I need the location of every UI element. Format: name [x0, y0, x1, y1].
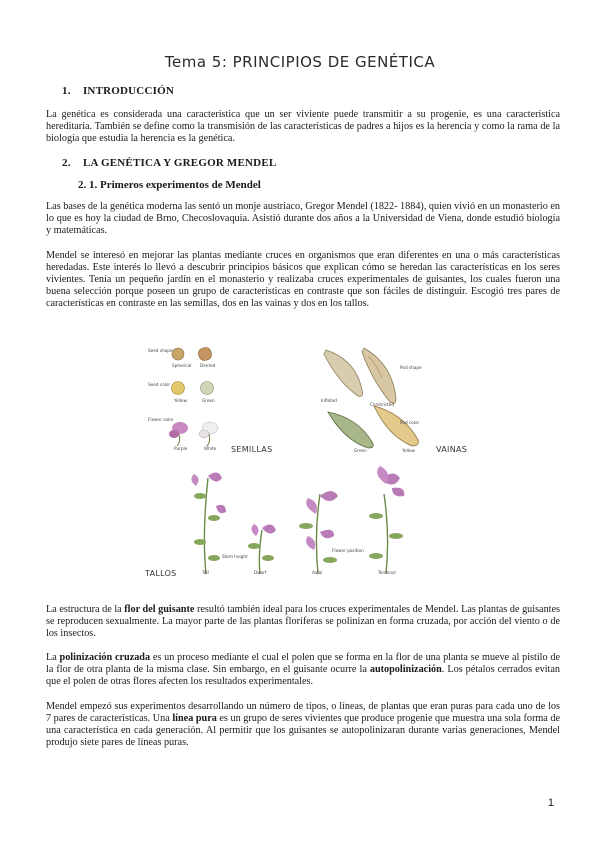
- caption-vainas: VAINAS: [436, 445, 468, 454]
- label-tall: Tall: [202, 570, 209, 575]
- text-run: Mendel empezó sus experimentos desarrollando un número de tipos, o líneas, de plantas que eran puras para cada uno de los 7 pares de características. Una: [46, 701, 560, 724]
- section-heading-genetica-mendel: [62, 157, 276, 169]
- section-heading-introduccion: [62, 85, 174, 97]
- label-white: White: [204, 446, 217, 451]
- figure-seeds: [146, 342, 234, 452]
- caption-semillas: SEMILLAS: [231, 445, 273, 454]
- label-seed-color: Seed color: [148, 382, 171, 387]
- label-seed-shape: Seed shape: [148, 348, 173, 353]
- label-yellow: Yellow: [174, 398, 187, 403]
- paragraph-flor-guisante: [46, 604, 560, 640]
- paragraph-linea-pura: [46, 701, 560, 749]
- label-flower-position: Flower position: [332, 548, 364, 553]
- section-title: LA GENÉTICA Y GREGOR MENDEL: [82, 157, 277, 169]
- label-pod-shape: Pod shape: [400, 365, 422, 370]
- label-pod-green: Green: [354, 448, 367, 453]
- paragraph-mendel-experimentos: Mendel se interesó en mejorar las plantas mediante cruces en organismos que eran diferentes en una o más características heredadas. Este interés lo llevó a descubrir principios básicos que explican cómo se heredan las características en los seres vivientes. Tenía un pequeño jardín en el monasterio y realizaba cruces experimentales de guisantes, los cuales fueron una buena selección porque poseen un grupo de características en contraste que son fáciles de distinguir. Escogió tres pares de características en contraste en las semillas, dos en las vainas y dos en los tallos.: [46, 250, 560, 309]
- section-number: 2.: [62, 157, 71, 169]
- figure-stems: [180, 466, 418, 576]
- paragraph-mendel-biografia: Las bases de la genética moderna las sentó un monje austriaco, Gregor Mendel (1822- 1884), quien vivió en un monasterio en lo que es hoy la ciudad de Brno, Checoslovaquia. Asistió durante dos años a la Universidad de Viena, donde estudió biología y matemáticas.: [46, 201, 560, 236]
- term-polinizacion-cruzada: polinización cruzada: [59, 652, 151, 663]
- label-constricted: Constricted: [370, 402, 395, 407]
- stems-illustration: [180, 466, 418, 576]
- figure-pods: [318, 342, 438, 454]
- label-spherical: Spherical: [172, 363, 192, 368]
- paragraph-introduccion: La genética es considerada una característica que un ser viviente puede transmitir a su progenie, es una característica hereditaria. También se define como la transmisión de las características de padres a hijos es la herencia y como la rama de la biología que estudia la herencia es la genética.: [46, 109, 560, 144]
- text-run: . Los pétalos cerrados evitan que el polen de otras flores afecten los resultados experimentales.: [46, 664, 560, 687]
- caption-tallos: TALLOS: [145, 569, 177, 578]
- paragraph-polinizacion: [46, 652, 560, 688]
- label-pod-color: Pod color: [400, 420, 420, 425]
- text-run: es un grupo de seres vivientes que produce progenie que muestra una sola forma de una característica en cada generación. Al permitir que los guisantes se autopolinizaran durante varias generaciones, Mendel produjo siete pares de líneas puras.: [46, 713, 560, 748]
- term-linea-pura: línea pura: [172, 713, 217, 724]
- section-number: 1.: [62, 85, 71, 97]
- section-title: INTRODUCCIÓN: [82, 85, 174, 97]
- seeds-illustration: [146, 342, 234, 452]
- pods-illustration: [318, 342, 438, 454]
- text-run: resultó también ideal para los cruces experimentales de Mendel. Las plantas de guisantes se reproducen sexualmente. La mayor parte de las plantas floríferas se polinizan en forma cruzada, por acción del viento o de los insectos.: [46, 604, 560, 639]
- page-number: 1: [547, 797, 554, 809]
- label-pod-yellow: Yellow: [402, 448, 415, 453]
- subsection-heading-primeros-experimentos: 2. 1. Primeros experimentos de Mendel: [78, 179, 261, 191]
- label-terminal: Terminal: [378, 570, 396, 575]
- label-axial: Axial: [312, 570, 323, 575]
- label-stem-height: Stem height: [222, 554, 248, 559]
- label-dwarf: Dwarf: [254, 570, 267, 575]
- term-flor-del-guisante: flor del guisante: [124, 604, 195, 615]
- label-inflated: Inflated: [321, 398, 337, 403]
- text-run: es un proceso mediante el cual el polen que se forma en la flor de una planta se mueve al pistilo de la flor de otra planta de la misma clase. Sin embargo, en el guisante ocurre la: [46, 652, 561, 675]
- label-green: Green: [202, 398, 215, 403]
- label-purple: Purple: [174, 446, 188, 451]
- label-dented: Dented: [200, 363, 216, 368]
- page-title: Tema 5: PRINCIPIOS DE GENÉTICA: [164, 53, 436, 71]
- text-run: La estructura de la: [46, 604, 125, 615]
- text-run: La: [46, 652, 60, 663]
- label-flower-color: Flower color: [148, 417, 174, 422]
- term-autopolinizacion: autopolinización: [369, 664, 442, 675]
